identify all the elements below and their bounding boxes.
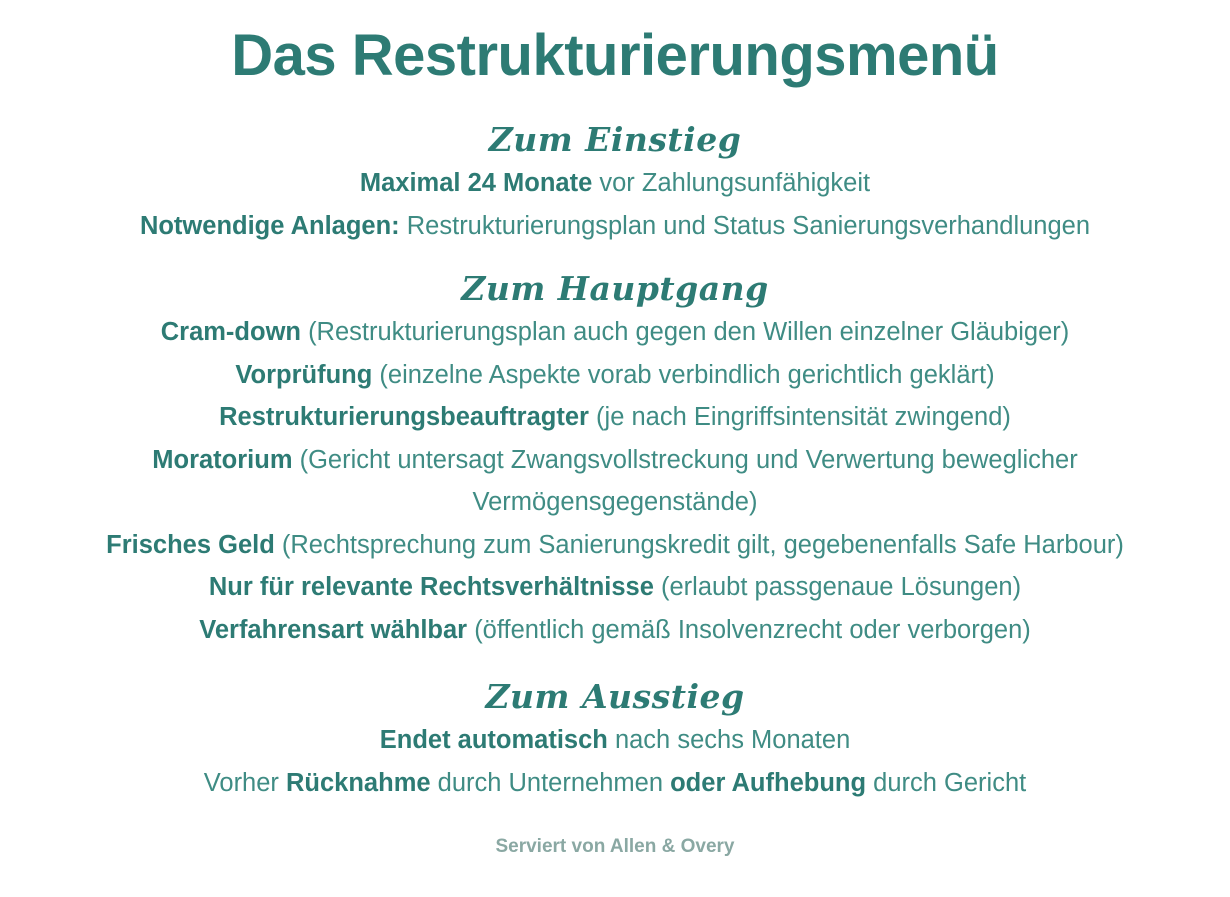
menu-line-bold: Notwendige Anlagen: xyxy=(139,211,400,240)
menu-line xyxy=(0,311,1230,354)
menu-line-text: Restrukturierungsplan und Status Sanierungsverhandlungen xyxy=(399,211,1091,240)
menu-line xyxy=(0,354,1230,397)
menu-line-text: (einzelne Aspekte vorab verbindlich gerichtlich geklärt) xyxy=(372,360,995,389)
menu-line-bold: oder Aufhebung xyxy=(670,768,867,797)
menu-line xyxy=(0,396,1230,439)
menu-line-bold: Vorprüfung xyxy=(235,360,373,389)
course-lines xyxy=(0,311,1230,651)
menu-line-text: Vorher xyxy=(203,768,286,797)
footer-credit: Serviert von Allen & Overy xyxy=(495,836,735,857)
menu-line-text: durch Unternehmen xyxy=(430,768,671,797)
menu-line xyxy=(0,439,1230,482)
menu-line-text: (Rechtsprechung zum Sanierungskredit gilt, gegebenenfalls Safe Harbour) xyxy=(274,530,1124,559)
menu-line-text: vor Zahlungsunfähigkeit xyxy=(592,169,871,197)
course-heading-ausstieg: Zum Ausstieg xyxy=(485,677,745,716)
menu-line-bold: Maximal 24 Monate xyxy=(359,169,593,197)
menu-line-text: (öffentlich gemäß Insolvenzrecht oder verborgen) xyxy=(467,615,1031,644)
menu-line-bold: Nur für relevante Rechtsverhältnisse xyxy=(208,573,654,601)
course-lines xyxy=(0,162,1230,247)
course-lines xyxy=(0,719,1230,804)
menu-line-bold: Frisches Geld xyxy=(106,530,275,559)
menu-line-continuation xyxy=(0,481,1230,524)
menu-line-text: nach sechs Monaten xyxy=(607,726,851,754)
menu-line xyxy=(0,205,1230,248)
course-heading-einstieg: Zum Einstieg xyxy=(488,120,742,159)
menu-line-bold: Endet automatisch xyxy=(379,726,608,754)
menu-line xyxy=(0,609,1230,652)
menu-line xyxy=(0,762,1230,805)
menu-line-bold: Moratorium xyxy=(152,445,293,474)
course-einstieg xyxy=(0,118,1230,247)
menu-line xyxy=(0,162,1230,205)
menu-line-bold: Rücknahme xyxy=(286,768,431,797)
menu-line-text: (erlaubt passgenaue Lösungen) xyxy=(653,573,1022,601)
menu-line-text: (Gericht untersagt Zwangsvollstreckung und Verwertung beweglicher xyxy=(292,445,1078,474)
menu-line-text: Vermögensgegenstände) xyxy=(472,488,758,516)
menu-line xyxy=(0,566,1230,609)
menu-line-text: (Restrukturierungsplan auch gegen den Willen einzelner Gläubiger) xyxy=(300,318,1070,346)
menu-line-bold: Verfahrensart wählbar xyxy=(199,615,468,644)
menu-line-text: durch Gericht xyxy=(866,768,1027,797)
menu-line xyxy=(0,524,1230,567)
menu-line xyxy=(0,719,1230,762)
menu-line-bold: Restrukturierungsbeauftragter xyxy=(219,403,589,431)
page-title: Das Restrukturierungsmenü xyxy=(231,23,999,88)
course-ausstieg xyxy=(0,675,1230,804)
menu-line-text: (je nach Eingriffsintensität zwingend) xyxy=(588,403,1011,431)
course-hauptgang xyxy=(0,267,1230,651)
menu-line-bold: Cram-down xyxy=(160,318,301,346)
course-heading-hauptgang: Zum Hauptgang xyxy=(461,269,769,308)
